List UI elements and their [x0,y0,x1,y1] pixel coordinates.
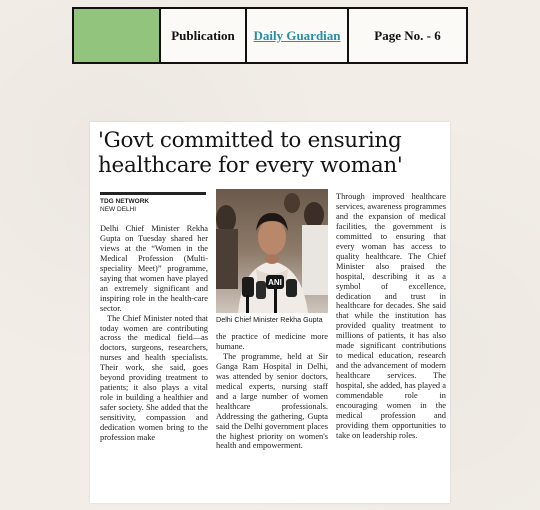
mic-label: ANI [268,278,282,287]
paragraph: Through improved healthcare services, awareness programmes and the expansion of medical facilities, the government is committed to ensuring that every woman has access to quality healthcare. The Chief Minister also praised the hospital, describing it as a symbol of excellence, dedication and trust in healthcare for decades. She said that while the institution has provided quality treatment to millions of patients, it has also made significant contributions to medical education, research and the advancement of modern healthcare services. The hospital, she added, has played a commendable role in encouraging women in the medical profession and providing them opportunities to take on leadership roles. [336,192,446,440]
publication-info-table [72,7,468,64]
headline-line-2: healthcare for every woman' [98,153,403,178]
article-column-1 [100,224,208,443]
publication-label: Publication [161,9,247,62]
paragraph: Delhi Chief Minister Rekha Gupta on Tuesday shared her views at the “Women in the Medical Profession (Multi-speciality Meet)” programme, saying that women have played an extremely significant and inspiring role in the health-care sector. [100,224,208,313]
publication-name-cell [247,9,349,62]
byline-network: TDG NETWORK [100,198,150,205]
article-column-2 [216,332,328,451]
paragraph: The Chief Minister noted that today women are contributing across the medical field—as doctors, surgeons, researchers, nurses and health specialists. Their work, she said, goes beyond providing treatment to patients; it also plays a vital role in building a healthier and safer society. She added that the sensitivity, compassion and dedication women bring to the profession make [100,313,208,443]
article-photo [216,189,328,313]
byline-location: NEW DELHI [100,206,137,213]
page-number: Page No. - 6 [374,27,441,43]
news-clipping [90,122,450,503]
photo-caption: Delhi Chief Minister Rekha Gupta [216,315,323,324]
photo-illustration [216,189,328,313]
paragraph: the practice of medicine more humane. [216,332,328,351]
logo-cell [74,9,161,62]
headline-line-1: 'Govt committed to ensuring [98,128,402,153]
paragraph: The programme, held at Sir Ganga Ram Hospital in Delhi, was attended by senior doctors, medical experts, nursing staff and a large number of women healthcare professionals. Addressing the gathering, Gupta said the Delhi government places the highest priority on women's health and empowerment. [216,351,328,451]
byline [100,192,206,214]
article-column-3 [336,192,446,441]
article-headline [98,128,448,178]
publication-name-link[interactable]: Daily Guardian [253,27,341,43]
